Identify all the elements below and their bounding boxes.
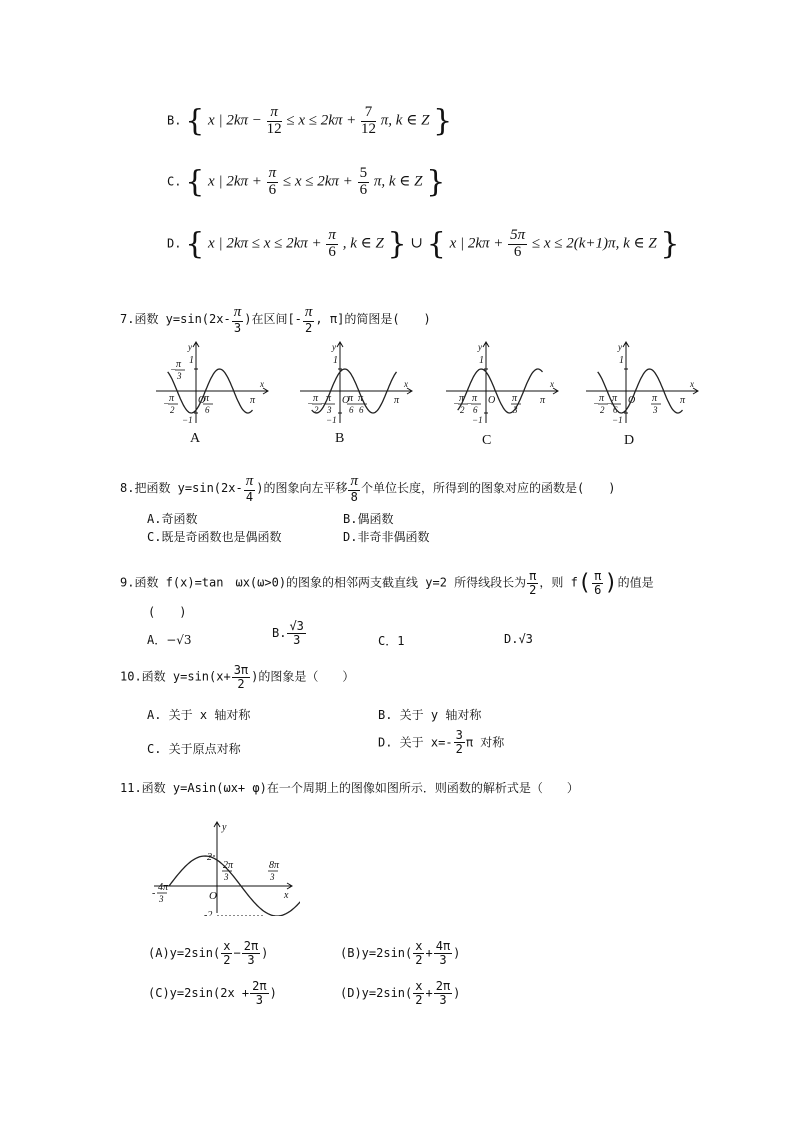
set-text: x | 2kπ + [449, 235, 504, 252]
tick-pi-3-num: π [512, 393, 518, 404]
tick-pi: π [250, 395, 256, 406]
fraction: $\frac{\pi}{2}$ [304, 304, 313, 335]
stem-text: 8.把函数 y=sin(2x- [120, 481, 243, 496]
tick-pi-3-den: 3 [653, 405, 658, 415]
option-label: D. [167, 236, 182, 251]
tick-neg-pi-3-num: π [326, 393, 332, 404]
tick-neg-pi-2-num: π [313, 393, 319, 404]
fraction: $\frac{\pi}{3}$ [233, 304, 242, 335]
fraction: $\frac{\pi}{6}$ [328, 227, 336, 260]
tick-one: 1 [619, 355, 624, 366]
stem-text: 的值是 [617, 575, 654, 590]
tick-neg-pi-2-den: 2 [600, 405, 605, 415]
right-brace: } [426, 164, 446, 200]
tick-neg-pi-2-num: π [459, 393, 465, 404]
set-text: x | 2kπ ≤ x ≤ 2kπ + [208, 235, 322, 252]
stem-text: )的图象是（ ） [251, 669, 355, 684]
y-label: y [478, 342, 482, 352]
right-brace: } [387, 226, 407, 262]
q10-stem [120, 664, 354, 690]
q11-option-c: (C)y=2sin(2x + $\frac{2\pi}{3}$ ) [148, 979, 277, 1007]
tick-2pi-3-den: 3 [224, 872, 229, 882]
fraction: $\frac{\pi}{6}$ [594, 569, 602, 597]
tick-pi: π [540, 395, 546, 406]
stem-text: )的图象向左平移 [256, 481, 348, 496]
stem-text: , π]的简图是( ) [315, 312, 431, 327]
set-text: ≤ x ≤ 2kπ + [282, 173, 353, 190]
tick-neg-pi-3-den: 3 [177, 371, 182, 381]
tick-neg-4pi-3-num: 4π [158, 882, 169, 893]
tick-neg-pi-6-den: 6 [473, 405, 478, 415]
fraction: $\frac{5}{6}$ [359, 165, 368, 198]
q8-option-a: A.奇函数 [147, 512, 198, 526]
graph-label-a: A [190, 431, 201, 446]
q9-option-a: A．−√3 [147, 633, 192, 647]
tick-two: 2 [207, 852, 212, 863]
tick-pi-3-num: π [652, 393, 658, 404]
q6-option-c [167, 166, 445, 199]
tick-neg-two: -2 [204, 910, 213, 916]
tick-pi-3-den: 3 [513, 405, 518, 415]
tick-neg-4pi-3-sign: - [152, 888, 156, 899]
q11-stem: 11.函数 y=Asin(ωx+ φ)在一个周期上的图像如图所示．则函数的解析式是（ ） [120, 781, 579, 795]
q8-option-b: B.偶函数 [343, 512, 394, 526]
y-label: y [332, 342, 336, 352]
tick-neg-pi-3-sign: − [170, 365, 177, 376]
stem-text: )在区间[- [244, 312, 302, 327]
tick-one: 1 [479, 355, 484, 366]
q9-option-c: C．1 [378, 634, 405, 648]
x-label: x [404, 379, 408, 389]
left-brace: { [426, 226, 446, 262]
tick-neg-pi-6-den: 6 [613, 405, 618, 415]
fraction: $\frac{5\pi}{6}$ [510, 227, 526, 260]
set-text: ≤ x ≤ 2kπ + [286, 112, 357, 129]
stem-text: 7.函数 y=sin(2x- [120, 312, 231, 327]
tick-neg-one: −1 [612, 415, 623, 425]
tick-neg-one: −1 [182, 415, 193, 425]
tick-pi-6-num: π [204, 393, 210, 404]
q6-option-b [167, 105, 452, 138]
tick-neg-one: −1 [472, 415, 483, 425]
x-label: x [690, 379, 694, 389]
tick-2pi-3-num: 2π [223, 860, 234, 871]
graph-a [156, 342, 268, 425]
tick-neg-pi-2-sign: − [593, 399, 600, 410]
left-brace: { [185, 103, 205, 139]
graph-label-d: D [624, 433, 635, 448]
set-text: π, k ∈ Z [373, 173, 423, 190]
fraction: $\frac{7}{12}$ [361, 104, 377, 137]
y-label: y [222, 822, 227, 833]
set-text: , k ∈ Z [342, 235, 384, 252]
q7-stem [120, 305, 431, 334]
tick-neg-pi-2-den: 2 [460, 405, 465, 415]
tick-pi: π [680, 395, 686, 406]
tick-neg-pi-2-den: 2 [170, 405, 175, 415]
origin-label: O [209, 890, 217, 902]
set-text: x | 2kπ − [208, 112, 262, 129]
tick-neg-pi-2-sign: − [453, 399, 460, 410]
q10-option-a: A. 关于 x 轴对称 [147, 708, 251, 722]
y-label: y [618, 342, 622, 352]
q10-option-c: C. 关于原点对称 [147, 742, 241, 756]
q6-option-d [167, 228, 680, 261]
fraction: $\frac{3\pi}{2}$ [233, 663, 249, 691]
q11-graph-svg [150, 818, 300, 916]
tick-pi-6-b-num: π [358, 393, 364, 404]
stem-text: 个单位长度，所得到的图象对应的函数是( ) [360, 481, 616, 496]
tick-neg-pi-2-sign: − [163, 399, 170, 410]
q10-option-b: B. 关于 y 轴对称 [378, 708, 482, 722]
x-label: x [550, 379, 554, 389]
fraction: $\frac{\pi}{12}$ [266, 104, 282, 137]
x-label: x [284, 890, 289, 901]
graph-d [586, 342, 698, 425]
tick-pi-6-den: 6 [349, 405, 354, 415]
tick-pi-6-num: π [348, 393, 354, 404]
tick-neg-pi-6-num: π [612, 393, 618, 404]
tick-pi: π [394, 395, 400, 406]
tick-neg-one: −1 [326, 415, 337, 425]
tick-neg-pi-6-sign: − [466, 399, 473, 410]
set-text: π, k ∈ Z [380, 112, 430, 129]
tick-8pi-3-num: 8π [269, 860, 280, 871]
q7-graphs [148, 338, 708, 453]
tick-one: 1 [333, 355, 338, 366]
x-label: x [260, 379, 264, 389]
tick-neg-pi-3-sign: − [320, 399, 327, 410]
set-text: ≤ x ≤ 2(k+1)π, k ∈ Z [531, 235, 657, 252]
q9-option-b: B. $\frac{√3}{3}$ [272, 619, 304, 647]
tick-neg-pi-2-den: 2 [314, 405, 319, 415]
q8-option-d: D.非奇非偶函数 [343, 530, 430, 544]
set-text: x | 2kπ + [208, 173, 262, 190]
stem-text: 10.函数 y=sin(x+ [120, 669, 231, 684]
y-label: y [188, 342, 192, 352]
q11-option-b: (B)y=2sin( $\frac{x}{2}$ + $\frac{4\pi}{3}$ ) [340, 939, 461, 967]
tick-neg-4pi-3-den: 3 [159, 894, 164, 904]
q11-option-d: (D)y=2sin( $\frac{x}{2}$ + $\frac{2\pi}{3}$ ) [340, 979, 461, 1007]
tick-8pi-3-den: 3 [270, 872, 275, 882]
option-label: C. [167, 174, 182, 189]
tick-neg-pi-6-num: π [472, 393, 478, 404]
q8-option-c: C.既是奇函数也是偶函数 [147, 530, 282, 544]
q8-stem [120, 474, 615, 503]
union-sign: ∪ [410, 235, 423, 252]
origin-label: O [342, 395, 350, 406]
q10-option-d: D. 关于 x=- $\frac{3}{2}$ π 对称 [378, 728, 505, 756]
q11-graph [150, 818, 300, 916]
option-label: B. [167, 113, 182, 128]
graph-label-b: B [335, 431, 345, 446]
stem-text: 9.函数 f(x)=tan ωx(ω>0)的图象的相邻两支截直线 y=2 所得线段长为 [120, 575, 527, 590]
graph-label-c: C [482, 433, 492, 448]
q9-paren: ( ) [148, 605, 187, 619]
tick-neg-pi-2-sign: − [307, 399, 314, 410]
q9-option-d: D.√3 [504, 632, 533, 646]
graph-c [446, 342, 558, 425]
fraction: $\frac{\pi}{4}$ [245, 473, 254, 504]
tick-neg-pi-6-sign: − [606, 399, 613, 410]
tick-neg-pi-3-num: π [176, 359, 182, 370]
tick-pi-6-den: 6 [205, 405, 210, 415]
right-brace: } [660, 226, 680, 262]
fraction: $\frac{\pi}{6}$ [268, 165, 277, 198]
stem-text: ，则 f [539, 575, 578, 590]
tick-one: 1 [189, 355, 194, 366]
q9-stem: 9.函数 f(x)=tan ωx(ω>0)的图象的相邻两支截直线 y=2 所得线段长为 $\frac{\pi}{2}$ ，则 f( $\frac{\pi}{6}$ )的值是 [120, 569, 654, 597]
graph-b [300, 342, 412, 425]
origin-label: O [488, 395, 496, 406]
tick-neg-pi-2-num: π [599, 393, 605, 404]
right-brace: } [433, 103, 453, 139]
tick-neg-pi-2-num: π [169, 393, 175, 404]
q11-option-a: (A)y=2sin( $\frac{x}{2}$ − $\frac{2\pi}{3}$ ) [148, 939, 269, 967]
fraction: $\frac{\pi}{8}$ [350, 473, 358, 504]
left-brace: { [185, 164, 205, 200]
tick-neg-pi-3-den: 3 [327, 405, 332, 415]
tick-pi-6-b-den: 6 [359, 405, 364, 415]
fraction: $\frac{\pi}{2}$ [529, 569, 537, 597]
left-brace: { [185, 226, 205, 262]
origin-label: O [198, 395, 206, 406]
origin-label: O [628, 395, 636, 406]
